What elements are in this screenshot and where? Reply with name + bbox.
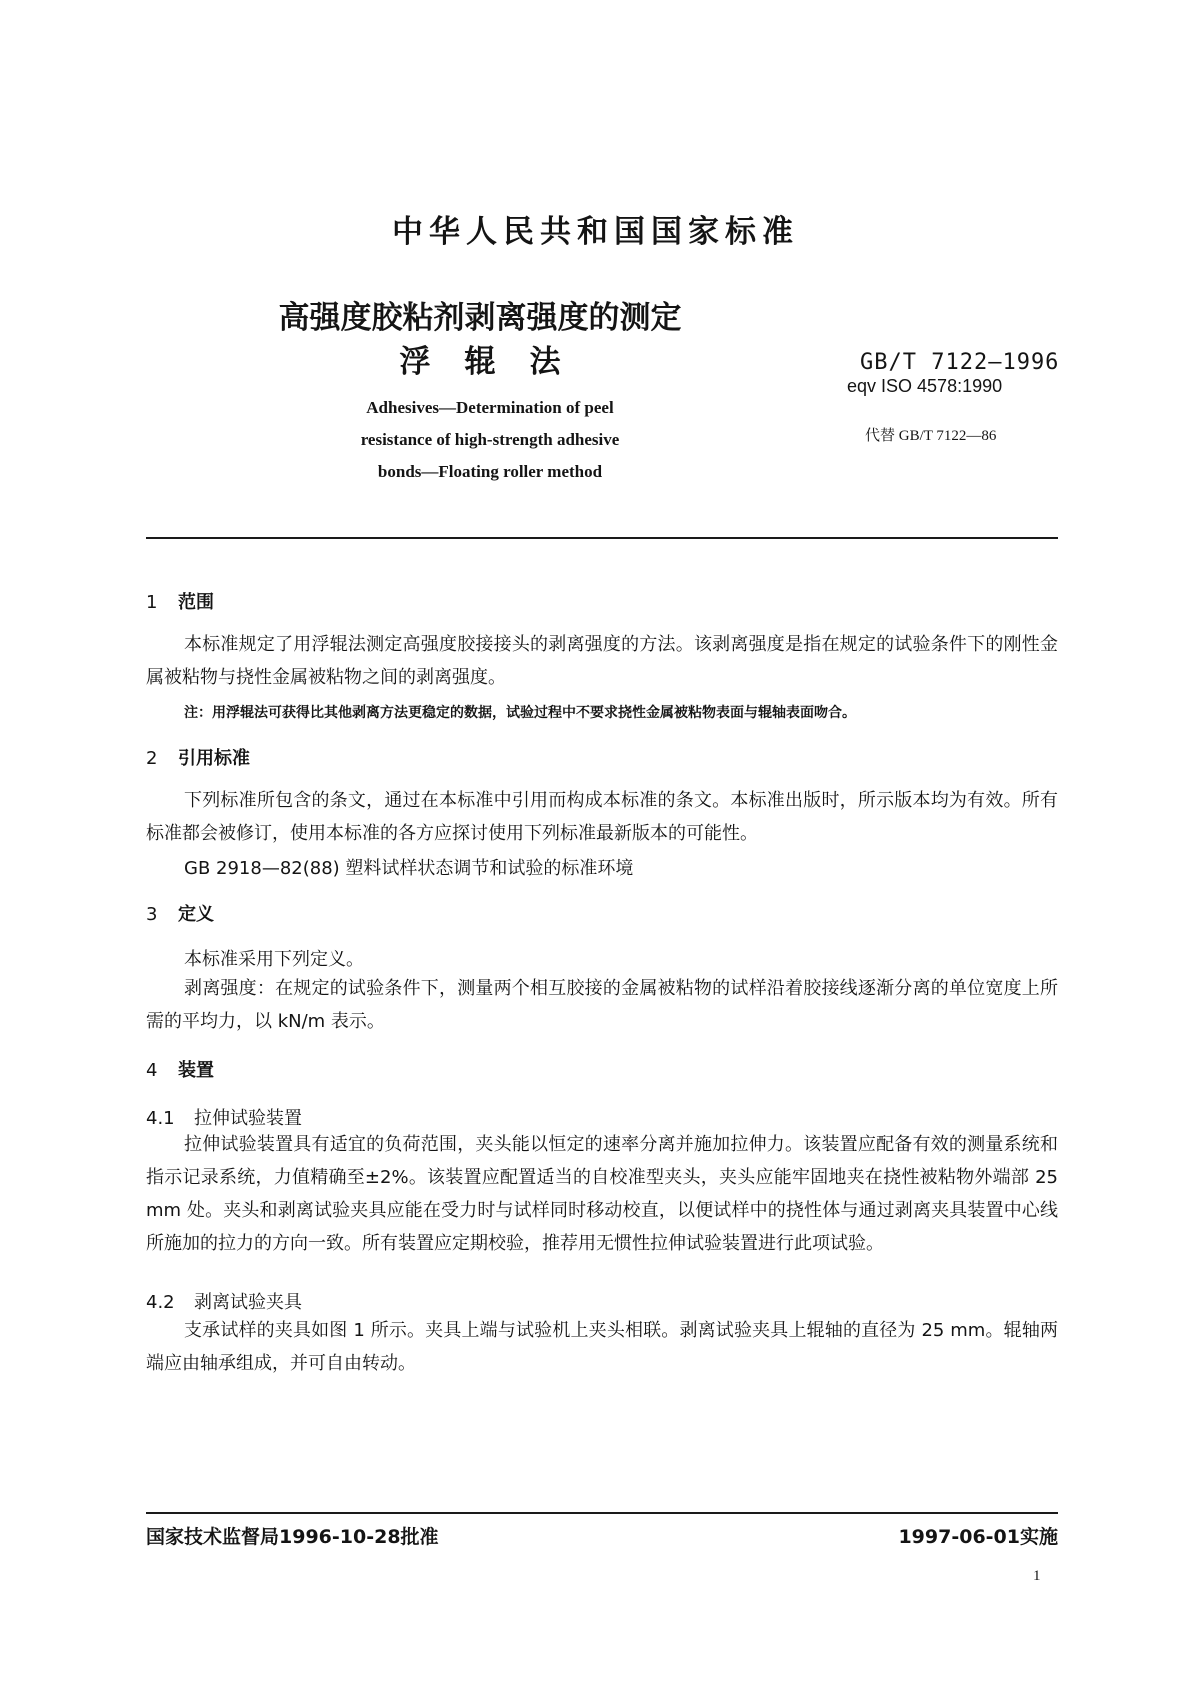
section-2-paragraph: 下列标准所包含的条文，通过在本标准中引用而构成本标准的条文。本标准出版时，所示版本均为有效。所有标准都会被修订，使用本标准的各方应探讨使用下列标准最新版本的可能性。 <box>146 790 1058 844</box>
section-3-heading <box>146 900 214 926</box>
subsection-4-2-paragraph: 支承试样的夹具如图 1 所示。夹具上端与试验机上夹头相联。剥离试验夹具上辊轴的直径为 25 mm。辊轴两端应由轴承组成，并可自由转动。 <box>146 1320 1058 1374</box>
approval-date: 国家技术监督局1996-10-28批准 <box>146 1526 439 1548</box>
section-number: 2 <box>146 748 158 769</box>
document-title-en-line-3: bonds—Floating roller method <box>377 462 603 481</box>
page-number: 1 <box>1033 1568 1041 1584</box>
section-title: 定义 <box>178 904 214 925</box>
document-title-cn: 高强度胶粘剂剥离强度的测定 <box>278 300 682 336</box>
effective-date: 1997-06-01实施 <box>898 1526 1058 1548</box>
document-subtitle-cn: 浮辊法 <box>399 344 595 380</box>
referenced-standard: GB 2918—82(88) 塑料试样状态调节和试验的标准环境 <box>184 858 634 879</box>
section-3-definition: 剥离强度：在规定的试验条件下，测量两个相互胶接的金属被粘物的试样沿着胶接线逐渐分离的单位宽度上所需的平均力，以 kN/m 表示。 <box>146 978 1058 1032</box>
subsection-title: 剥离试验夹具 <box>194 1292 302 1313</box>
document-title-en-line-2: resistance of high-strength adhesive <box>360 430 620 449</box>
standard-replaces: 代替 GB/T 7122—86 <box>865 428 997 444</box>
section-title: 引用标准 <box>178 748 250 769</box>
section-1-heading <box>146 588 214 614</box>
section-title: 范围 <box>178 592 214 613</box>
subsection-4-1-paragraph: 拉伸试验装置具有适宜的负荷范围，夹头能以恒定的速率分离并施加拉伸力。该装置应配备有效的测量系统和指示记录系统，力值精确至±2%。该装置应配置适当的自校准型夹头，夹头应能牢固地夹在挠性被粘物外端部 25 mm 处。夹头和剥离试验夹具应能在受力时与试样同时移动校直，以便试样中的挠性体与通过剥离夹具装置中心线所施加的拉力的方向一致。所有装置应定期校验，推荐用无惯性拉伸试验装置进行此项试验。 <box>146 1134 1058 1254</box>
subsection-4-2-heading <box>146 1288 302 1314</box>
standard-code: GB/T 7122—1996 <box>860 350 1060 375</box>
section-4-heading <box>146 1056 214 1082</box>
document-title-en-line-1: Adhesives—Determination of peel <box>366 398 614 417</box>
section-number: 3 <box>146 904 158 925</box>
national-standard-heading: 中华人民共和国国家标准 <box>392 214 799 250</box>
standard-equivalence: eqv ISO 4578:1990 <box>847 376 1003 396</box>
subsection-4-1-heading <box>146 1104 302 1130</box>
header-divider <box>146 537 1058 539</box>
subsection-number: 4.1 <box>146 1108 175 1129</box>
section-number: 4 <box>146 1060 158 1081</box>
section-2-heading <box>146 744 250 770</box>
section-title: 装置 <box>178 1060 214 1081</box>
subsection-title: 拉伸试验装置 <box>194 1108 302 1129</box>
subsection-number: 4.2 <box>146 1292 175 1313</box>
section-1-note: 注：用浮辊法可获得比其他剥离方法更稳定的数据，试验过程中不要求挠性金属被粘物表面与辊轴表面吻合。 <box>184 705 856 721</box>
section-3-intro: 本标准采用下列定义。 <box>184 949 364 970</box>
footer-divider <box>146 1512 1058 1514</box>
section-1-paragraph: 本标准规定了用浮辊法测定高强度胶接接头的剥离强度的方法。该剥离强度是指在规定的试验条件下的刚性金属被粘物与挠性金属被粘物之间的剥离强度。 <box>146 634 1058 688</box>
section-number: 1 <box>146 592 158 613</box>
